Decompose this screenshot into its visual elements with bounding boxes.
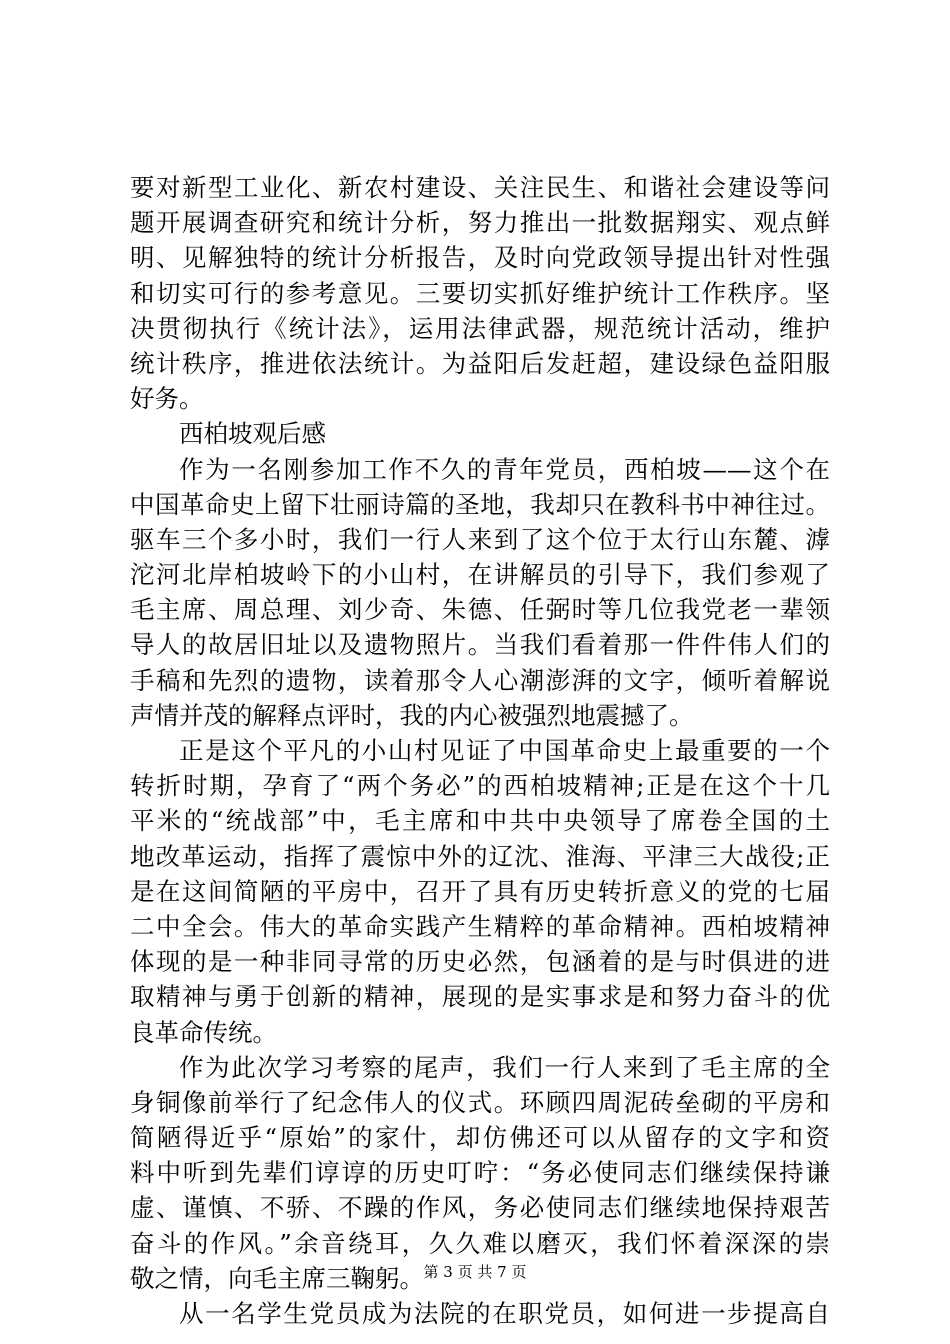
text-line: 正是这个平凡的小山村见证了中国革命史上最重要的一个 xyxy=(179,736,830,765)
text-line: 奋斗的作风。”余音绕耳，久久难以磨灭，我们怀着深深的崇 xyxy=(130,1228,830,1258)
text-line: 料中听到先辈们谆谆的历史叮咛：“务必使同志们继续保持谦 xyxy=(130,1158,830,1188)
text-line: 作为此次学习考察的尾声，我们一行人来到了毛主席的全 xyxy=(179,1052,830,1082)
document-body xyxy=(130,170,830,1331)
text-line: 驱车三个多小时，我们一行人来到了这个位于太行山东麓、滹 xyxy=(130,524,830,554)
text-line: 从一名学生党员成为法院的在职党员，如何进一步提高自 xyxy=(179,1299,830,1328)
text-line: 身铜像前举行了纪念伟人的仪式。环顾四周泥砖垒砌的平房和 xyxy=(130,1087,830,1117)
text-line: 统计秩序，推进依法统计。为益阳后发赶超，建设绿色益阳服 xyxy=(130,348,830,378)
text-line: 二中全会。伟大的革命实践产生精粹的革命精神。西柏坡精神 xyxy=(130,911,830,941)
text-line: 沱河北岸柏坡岭下的小山村，在讲解员的引导下，我们参观了 xyxy=(130,560,830,590)
text-line: 虚、谨慎、不骄、不躁的作风，务必使同志们继续地保持艰苦 xyxy=(130,1193,830,1223)
text-line: 毛主席、周总理、刘少奇、朱德、任弼时等几位我党老一辈领 xyxy=(130,595,830,625)
text-line: 良革命传统。 xyxy=(130,1017,277,1047)
text-line: 题开展调查研究和统计分析，努力推出一批数据翔实、观点鲜 xyxy=(130,208,830,238)
text-line: 平米的“统战部”中，毛主席和中共中央领导了席卷全国的土 xyxy=(130,806,830,836)
text-line: 作为一名刚参加工作不久的青年党员，西柏坡——这个在 xyxy=(179,454,830,484)
text-line: 敬之情，向毛主席三鞠躬。 xyxy=(130,1263,424,1293)
text-line: 中国革命史上留下壮丽诗篇的圣地，我却只在教科书中神往过。 xyxy=(130,489,830,519)
text-line: 地改革运动，指挥了震惊中外的辽沈、淮海、平津三大战役;正 xyxy=(130,841,830,871)
text-line: 导人的故居旧址以及遗物照片。当我们看着那一件件伟人们的 xyxy=(130,630,830,660)
text-line: 体现的是一种非同寻常的历史必然，包涵着的是与时俱进的进 xyxy=(130,947,830,977)
text-line: 是在这间简陋的平房中，召开了具有历史转折意义的党的七届 xyxy=(130,876,830,906)
text-line: 西柏坡观后感 xyxy=(179,419,326,449)
text-line: 和切实可行的参考意见。三要切实抓好维护统计工作秩序。坚 xyxy=(130,278,830,308)
text-line: 简陋得近乎“原始”的家什，却仿佛还可以从留存的文字和资 xyxy=(130,1123,830,1153)
text-line: 好务。 xyxy=(130,384,204,414)
text-line: 转折时期，孕育了“两个务必”的西柏坡精神;正是在这个十几 xyxy=(130,771,830,801)
text-line: 声情并茂的解释点评时，我的内心被强烈地震撼了。 xyxy=(130,700,694,730)
text-line: 手稿和先烈的遗物，读着那令人心潮澎湃的文字，倾听着解说 xyxy=(130,665,830,695)
text-line: 决贯彻执行《统计法》，运用法律武器，规范统计活动，维护 xyxy=(130,313,830,343)
text-line: 取精神与勇于创新的精神，展现的是实事求是和努力奋斗的优 xyxy=(130,982,830,1012)
text-line: 明、见解独特的统计分析报告，及时向党政领导提出针对性强 xyxy=(130,243,830,273)
text-line: 要对新型工业化、新农村建设、关注民生、和谐社会建设等问 xyxy=(130,173,830,202)
page-number-footer: 第 3 页 共 7 页 xyxy=(423,1263,527,1281)
